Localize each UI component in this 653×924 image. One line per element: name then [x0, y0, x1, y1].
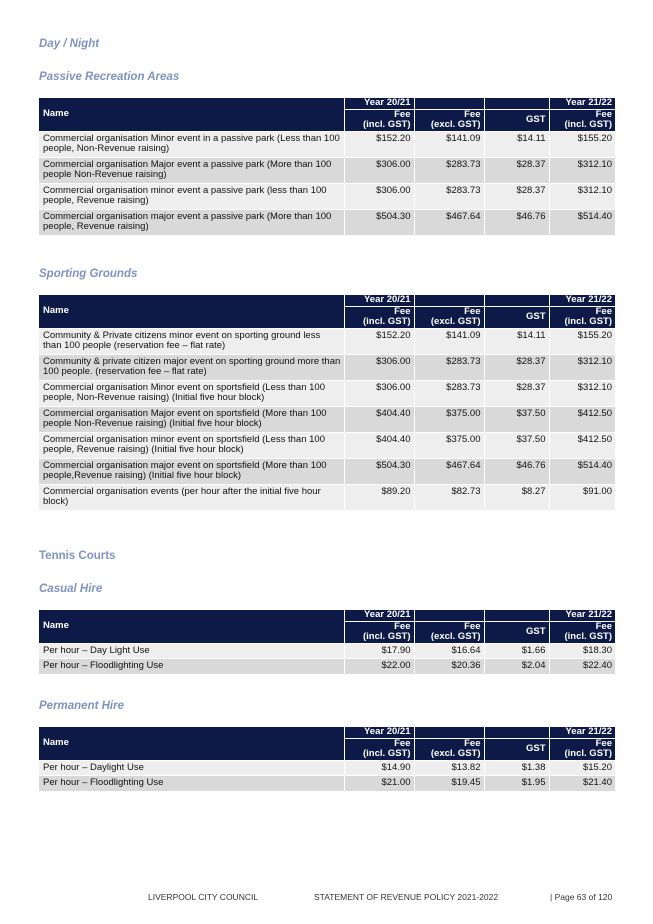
col-header-fee-incl: Fee	[344, 621, 414, 632]
table-row	[39, 659, 615, 674]
cell-fee-2021-incl: $306.00	[344, 183, 414, 209]
heading-passive-recreation: Passive Recreation Areas	[39, 71, 180, 83]
col-header-excl-gst: (excl. GST)	[414, 749, 484, 760]
cell-name: Per hour – Floodlighting Use	[39, 659, 344, 674]
col-header-year-2122: Year 21/22	[549, 727, 615, 738]
cell-fee-excl: $283.73	[414, 157, 484, 183]
cell-fee-2021-incl: $404.40	[344, 406, 414, 432]
col-header-fee-incl: Fee	[344, 306, 414, 317]
col-header-name: Name	[39, 295, 344, 328]
col-header-incl-gst-2122: (incl. GST)	[549, 120, 615, 131]
table-header	[39, 295, 615, 328]
heading-sporting-grounds: Sporting Grounds	[39, 268, 138, 280]
table-row	[39, 354, 615, 380]
cell-fee-2021-incl: $152.20	[344, 131, 414, 157]
cell-name: Commercial organisation Major event on sportsfield (More than 100 people Non-Revenue raising) (Initial five hour block)	[39, 406, 344, 432]
col-header-excl-gst: (excl. GST)	[414, 632, 484, 643]
cell-name: Community & Private citizens minor event on sporting ground less than 100 people (reservation fee – flat rate)	[39, 328, 344, 354]
cell-gst: $1.95	[484, 776, 549, 791]
cell-fee-excl: $20.36	[414, 659, 484, 674]
table-header	[39, 610, 615, 643]
cell-gst: $8.27	[484, 484, 549, 510]
cell-name: Per hour – Day Light Use	[39, 643, 344, 659]
col-header-spacer	[414, 98, 484, 109]
col-header-year-2122: Year 21/22	[549, 610, 615, 621]
cell-fee-2021-incl: $89.20	[344, 484, 414, 510]
cell-fee-2122-incl: $15.20	[549, 760, 615, 776]
cell-fee-excl: $375.00	[414, 432, 484, 458]
table-row	[39, 131, 615, 157]
cell-fee-excl: $141.09	[414, 328, 484, 354]
col-header-incl-gst-2122: (incl. GST)	[549, 632, 615, 643]
col-header-incl-gst-2122: (incl. GST)	[549, 317, 615, 328]
table-row	[39, 432, 615, 458]
col-header-year-2021: Year 20/21	[344, 98, 414, 109]
cell-fee-excl: $467.64	[414, 458, 484, 484]
table-row	[39, 209, 615, 235]
cell-fee-excl: $13.82	[414, 760, 484, 776]
col-header-year-2122: Year 21/22	[549, 98, 615, 109]
col-header-year-2021: Year 20/21	[344, 727, 414, 738]
cell-gst: $28.37	[484, 380, 549, 406]
table-row	[39, 776, 615, 791]
cell-fee-2122-incl: $22.40	[549, 659, 615, 674]
col-header-fee-incl: Fee	[344, 738, 414, 749]
cell-fee-2021-incl: $306.00	[344, 354, 414, 380]
col-header-name: Name	[39, 610, 344, 643]
cell-fee-2122-incl: $514.40	[549, 209, 615, 235]
cell-fee-2021-incl: $404.40	[344, 432, 414, 458]
cell-name: Commercial organisation major event on sportsfield (More than 100 people,Revenue raising) (Initial five hour block)	[39, 458, 344, 484]
col-header-gst: GST	[484, 306, 549, 328]
col-header-fee-excl: Fee	[414, 738, 484, 749]
table-row	[39, 183, 615, 209]
cell-name: Per hour – Floodlighting Use	[39, 776, 344, 791]
col-header-incl-gst: (incl. GST)	[344, 632, 414, 643]
table-row	[39, 643, 615, 659]
col-header-name: Name	[39, 727, 344, 760]
cell-fee-excl: $19.45	[414, 776, 484, 791]
cell-fee-excl: $375.00	[414, 406, 484, 432]
cell-fee-2021-incl: $14.90	[344, 760, 414, 776]
col-header-spacer	[484, 98, 549, 109]
footer-statement: STATEMENT OF REVENUE POLICY 2021-2022	[314, 892, 499, 902]
col-header-spacer	[484, 610, 549, 621]
heading-day-night: Day / Night	[39, 38, 100, 50]
cell-name: Commercial organisation events (per hour after the initial five hour block)	[39, 484, 344, 510]
cell-gst: $46.76	[484, 458, 549, 484]
cell-fee-2021-incl: $17.90	[344, 643, 414, 659]
sporting-grounds-table	[39, 295, 615, 510]
cell-fee-2122-incl: $312.10	[549, 157, 615, 183]
cell-fee-2122-incl: $18.30	[549, 643, 615, 659]
cell-fee-excl: $16.64	[414, 643, 484, 659]
col-header-incl-gst: (incl. GST)	[344, 120, 414, 131]
col-header-fee-incl-2122: Fee	[549, 738, 615, 749]
cell-fee-2122-incl: $155.20	[549, 131, 615, 157]
col-header-gst: GST	[484, 109, 549, 131]
cell-name: Commercial organisation major event a passive park (More than 100 people, Revenue raising)	[39, 209, 344, 235]
cell-fee-excl: $141.09	[414, 131, 484, 157]
col-header-name: Name	[39, 98, 344, 131]
footer-page-number: | Page 63 of 120	[550, 892, 613, 902]
cell-name: Commercial organisation Minor event in a passive park (Less than 100 people, Non-Revenue raising)	[39, 131, 344, 157]
cell-fee-2021-incl: $152.20	[344, 328, 414, 354]
table-row	[39, 380, 615, 406]
col-header-fee-incl: Fee	[344, 109, 414, 120]
cell-name: Commercial organisation Minor event on sportsfield (Less than 100 people, Non-Revenue raising) (Initial five hour block)	[39, 380, 344, 406]
cell-fee-2122-incl: $412.50	[549, 432, 615, 458]
cell-fee-2021-incl: $22.00	[344, 659, 414, 674]
cell-fee-2021-incl: $504.30	[344, 209, 414, 235]
col-header-gst: GST	[484, 621, 549, 643]
col-header-incl-gst-2122: (incl. GST)	[549, 749, 615, 760]
cell-gst: $28.37	[484, 157, 549, 183]
table-row	[39, 760, 615, 776]
cell-gst: $37.50	[484, 406, 549, 432]
cell-name: Per hour – Daylight Use	[39, 760, 344, 776]
cell-fee-excl: $283.73	[414, 380, 484, 406]
cell-fee-2122-incl: $312.10	[549, 354, 615, 380]
cell-name: Community & private citizen major event on sporting ground more than 100 people. (reservation fee – flat rate)	[39, 354, 344, 380]
table-header	[39, 98, 615, 131]
cell-fee-2122-incl: $21.40	[549, 776, 615, 791]
casual-hire-table	[39, 610, 615, 674]
cell-fee-2122-incl: $412.50	[549, 406, 615, 432]
table-row	[39, 157, 615, 183]
cell-fee-2122-incl: $91.00	[549, 484, 615, 510]
col-header-fee-excl: Fee	[414, 621, 484, 632]
heading-casual-hire: Casual Hire	[39, 583, 103, 595]
cell-fee-excl: $283.73	[414, 183, 484, 209]
cell-name: Commercial organisation minor event a passive park (less than 100 people, Revenue raising)	[39, 183, 344, 209]
cell-fee-2021-incl: $21.00	[344, 776, 414, 791]
col-header-fee-incl-2122: Fee	[549, 306, 615, 317]
cell-gst: $1.66	[484, 643, 549, 659]
cell-name: Commercial organisation Major event a passive park (More than 100 people Non-Revenue raising)	[39, 157, 344, 183]
col-header-excl-gst: (excl. GST)	[414, 317, 484, 328]
cell-fee-2021-incl: $306.00	[344, 157, 414, 183]
cell-gst: $37.50	[484, 432, 549, 458]
cell-fee-2021-incl: $504.30	[344, 458, 414, 484]
col-header-year-2021: Year 20/21	[344, 610, 414, 621]
col-header-spacer	[484, 295, 549, 306]
col-header-spacer	[414, 295, 484, 306]
col-header-spacer	[484, 727, 549, 738]
heading-permanent-hire: Permanent Hire	[39, 700, 125, 712]
cell-gst: $46.76	[484, 209, 549, 235]
col-header-incl-gst: (incl. GST)	[344, 749, 414, 760]
cell-fee-2122-incl: $312.10	[549, 380, 615, 406]
cell-gst: $28.37	[484, 354, 549, 380]
cell-fee-excl: $82.73	[414, 484, 484, 510]
cell-fee-2122-incl: $155.20	[549, 328, 615, 354]
footer-council: LIVERPOOL CITY COUNCIL	[148, 892, 259, 902]
col-header-fee-excl: Fee	[414, 306, 484, 317]
cell-gst: $14.11	[484, 328, 549, 354]
table-row	[39, 484, 615, 510]
passive-recreation-table	[39, 98, 615, 235]
col-header-spacer	[414, 727, 484, 738]
col-header-excl-gst: (excl. GST)	[414, 120, 484, 131]
cell-gst: $14.11	[484, 131, 549, 157]
col-header-gst: GST	[484, 738, 549, 760]
table-header	[39, 727, 615, 760]
table-row	[39, 458, 615, 484]
cell-gst: $2.04	[484, 659, 549, 674]
col-header-year-2122: Year 21/22	[549, 295, 615, 306]
cell-name: Commercial organisation minor event on sportsfield (Less than 100 people, Revenue raising) (Initial five hour block)	[39, 432, 344, 458]
col-header-year-2021: Year 20/21	[344, 295, 414, 306]
col-header-fee-excl: Fee	[414, 109, 484, 120]
permanent-hire-table	[39, 727, 615, 791]
cell-fee-2122-incl: $312.10	[549, 183, 615, 209]
table-row	[39, 406, 615, 432]
table-row	[39, 328, 615, 354]
cell-fee-excl: $283.73	[414, 354, 484, 380]
col-header-fee-incl-2122: Fee	[549, 621, 615, 632]
cell-gst: $1.38	[484, 760, 549, 776]
cell-fee-excl: $467.64	[414, 209, 484, 235]
cell-fee-2122-incl: $514.40	[549, 458, 615, 484]
cell-fee-2021-incl: $306.00	[344, 380, 414, 406]
heading-tennis-courts: Tennis Courts	[39, 550, 116, 562]
col-header-fee-incl-2122: Fee	[549, 109, 615, 120]
cell-gst: $28.37	[484, 183, 549, 209]
col-header-incl-gst: (incl. GST)	[344, 317, 414, 328]
col-header-spacer	[414, 610, 484, 621]
